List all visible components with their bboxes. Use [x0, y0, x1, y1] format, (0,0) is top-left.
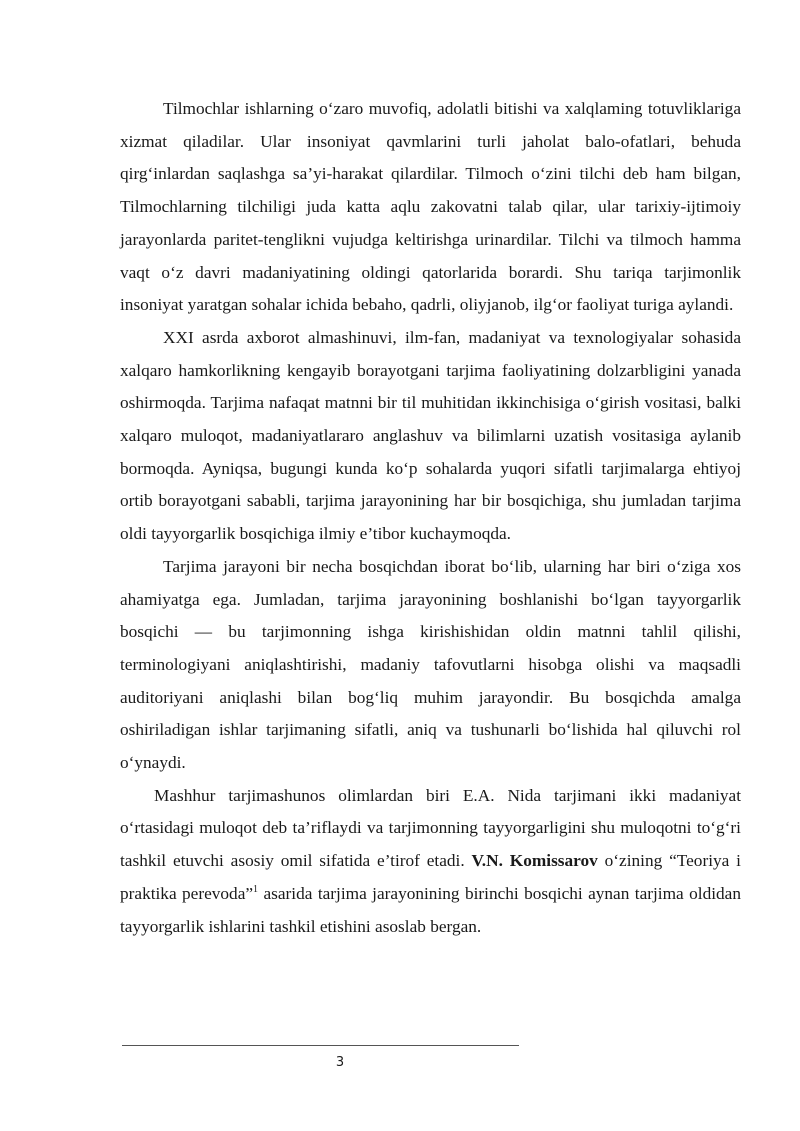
paragraph-1: Tilmochlar ishlarning o‘zaro muvofiq, adolatli bitishi va xalqlaming totuvliklariga xizmat qiladilar. Ular insoniyat qavmlarini turli jaholat balo-ofatlari, behuda qirg‘inlardan saqlashga sa’yi-harakat qilardilar. Tilmoch o‘zini tilchi deb ham bilgan, Tilmochlarning tilchiligi juda katta aqlu zakovatni talab qilar, ular tarixiy-ijtimoiy jarayonlarda paritet-tenglikni vujudga keltirishga urinardilar. Tilchi va tilmoch hamma vaqt o‘z davri madaniyatining oldingi qatorlarida borardi. Shu tariqa tarjimonlik insoniyat yaratgan sohalar ichida bebaho, qadrli, oliyjanob, ilg‘or faoliyat turiga aylandi. — [120, 99, 741, 315]
paragraph-4-text-3: asarida tarjima jarayonining birinchi bosqichi aynan tarjima oldidan tayyorgarlik ishlarini tashkil etishini asoslab bergan. — [120, 883, 741, 936]
body-text — [120, 93, 741, 943]
paragraph-4-text-2: o‘zining “Teoriya i praktika perevoda” — [120, 851, 741, 903]
author-name-bold: V.N. Komissarov — [471, 851, 598, 871]
paragraph-4 — [120, 780, 741, 944]
footnote-separator — [122, 1045, 519, 1046]
paragraph-3: Tarjima jarayoni bir necha bosqichdan iborat bo‘lib, ularning har biri o‘ziga xos ahamiyatga ega. Jumladan, tarjima jarayonining boshlanishi bo‘lgan tayyorgarlik bosqichi — bu tarjimonning ishga kirishishidan oldin matnni tahlil qilishi, terminologiyani aniqlashtirishi, madaniy tafovutlarni hisobga olishi va maqsadli auditoriyani aniqlashi bilan bog‘liq muhim jarayondir. Bu bosqichda amalga oshiriladigan ishlar tarjimaning sifatli, aniq va tushunarli bo‘lishida hal qiluvchi rol o‘ynaydi. — [120, 556, 741, 773]
page-number: 3 — [335, 1055, 345, 1070]
footnote-reference[interactable]: 1 — [253, 884, 259, 896]
paragraph-4-text-1: Mashhur tarjimashunos olimlardan biri E.A. Nida tarjimani ikki madaniyat o‘rtasidagi muloqot deb ta’riflaydi va tarjimonning tayyorgarligini shu muloqotni to‘g‘ri tashkil etuvchi asosiy omil sifatida e’tirof etadi. — [120, 785, 741, 871]
paragraph-2: XXI asrda axborot almashinuvi, ilm-fan, madaniyat va texnologiyalar sohasida xalqaro hamkorlikning kengayib borayotgani tarjima faoliyatining dolzarbligini yanada oshirmoqda. Tarjima nafaqat matnni bir til muhitidan ikkinchisiga o‘girish vositasi, balki xalqaro muloqot, madaniyatlararo anglashuv va bilimlarni uzatish vositasiga aylanib bormoqda. Ayniqsa, bugungi kunda ko‘p sohalarda yuqori sifatli tarjimalarga ehtiyoj ortib borayotgani sababli, tarjima jarayonining har bir bosqichiga, shu jumladan tarjima oldi tayyorgarlik bosqichiga ilmiy e’tibor kuchaymoqda. — [120, 327, 741, 544]
